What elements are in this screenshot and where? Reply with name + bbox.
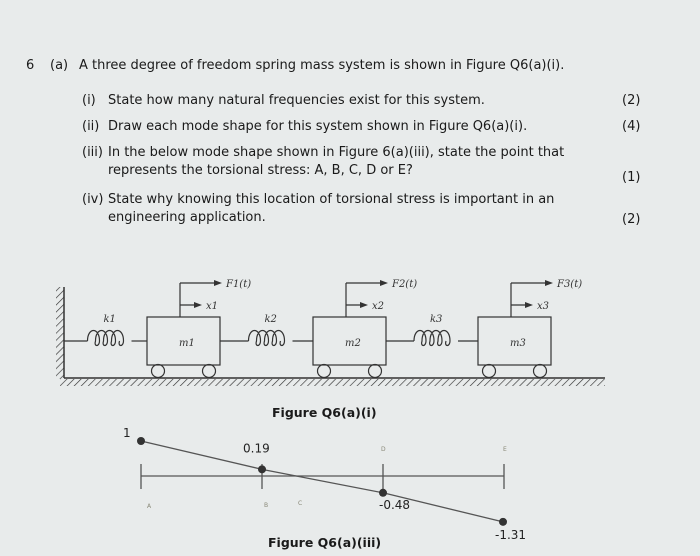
wheel xyxy=(152,365,165,378)
mode-point-A xyxy=(137,437,145,445)
force-label: F1(t) xyxy=(226,279,252,290)
item-text: State how many natural frequencies exist for this system. xyxy=(108,93,485,108)
displacement-label: x1 xyxy=(206,301,219,312)
spring-3-coil xyxy=(414,331,450,346)
wheel xyxy=(534,365,547,378)
item-label: (i) xyxy=(82,93,96,108)
mass-label: m1 xyxy=(179,338,195,349)
item-label: (iii) xyxy=(82,145,103,160)
mode-line xyxy=(141,441,503,522)
spring-label: k2 xyxy=(264,314,277,325)
item-text: State why knowing this location of torsional stress is important in an xyxy=(108,192,555,207)
item-text: represents the torsional stress: A, B, C, D or E? xyxy=(108,163,413,178)
arrowhead-icon xyxy=(214,280,222,286)
station-label-E: E xyxy=(503,446,507,453)
displacement-label: x2 xyxy=(372,301,385,312)
station-label-C: C xyxy=(298,500,303,507)
item-label: (ii) xyxy=(82,119,100,134)
figure1-caption: Figure Q6(a)(i) xyxy=(272,405,377,420)
value-label: -1.31 xyxy=(495,527,527,542)
item-marks: (2) xyxy=(622,93,641,108)
item-marks: (4) xyxy=(622,119,641,134)
arrowhead-icon xyxy=(380,280,388,286)
wheel xyxy=(483,365,496,378)
mode-point-E xyxy=(499,518,507,526)
item-text: In the below mode shape shown in Figure 6(a)(iii), state the point that xyxy=(108,145,565,160)
mode-point-B xyxy=(258,465,266,473)
mode-shape-chart xyxy=(123,426,526,542)
question-number: 6 xyxy=(26,58,35,73)
spring-2-coil xyxy=(249,331,285,346)
wheel xyxy=(203,365,216,378)
force-label: F3(t) xyxy=(557,279,583,290)
mass-label: m3 xyxy=(510,338,526,349)
item-text: Draw each mode shape for this system shown in Figure Q6(a)(i). xyxy=(108,119,528,134)
spring-label: k1 xyxy=(103,314,116,325)
mass-label: m2 xyxy=(345,338,361,349)
arrowhead-icon xyxy=(194,302,202,308)
spring-label: k3 xyxy=(430,314,443,325)
question-intro: A three degree of freedom spring mass system is shown in Figure Q6(a)(i). xyxy=(79,58,565,73)
item-text: engineering application. xyxy=(108,210,266,225)
wheel xyxy=(318,365,331,378)
item-marks: (1) xyxy=(622,170,641,185)
wall xyxy=(56,287,64,379)
station-label-A: A xyxy=(147,503,152,510)
arrowhead-icon xyxy=(545,280,553,286)
value-label: -0.48 xyxy=(379,497,411,512)
wheel xyxy=(369,365,382,378)
arrowhead-icon xyxy=(525,302,533,308)
item-label: (iv) xyxy=(82,192,104,207)
station-label-B: B xyxy=(264,502,269,509)
value-label: 1 xyxy=(123,426,131,440)
item-marks: (2) xyxy=(622,212,641,227)
displacement-label: x3 xyxy=(537,301,550,312)
question-part: (a) xyxy=(50,58,69,73)
value-label: 0.19 xyxy=(243,441,270,456)
mode-point-D xyxy=(379,489,387,497)
figure3-caption: Figure Q6(a)(iii) xyxy=(268,535,382,550)
spring-1-coil xyxy=(88,331,124,346)
ground xyxy=(60,379,605,386)
station-label-D: D xyxy=(381,446,386,453)
arrowhead-icon xyxy=(360,302,368,308)
force-label: F2(t) xyxy=(392,279,418,290)
